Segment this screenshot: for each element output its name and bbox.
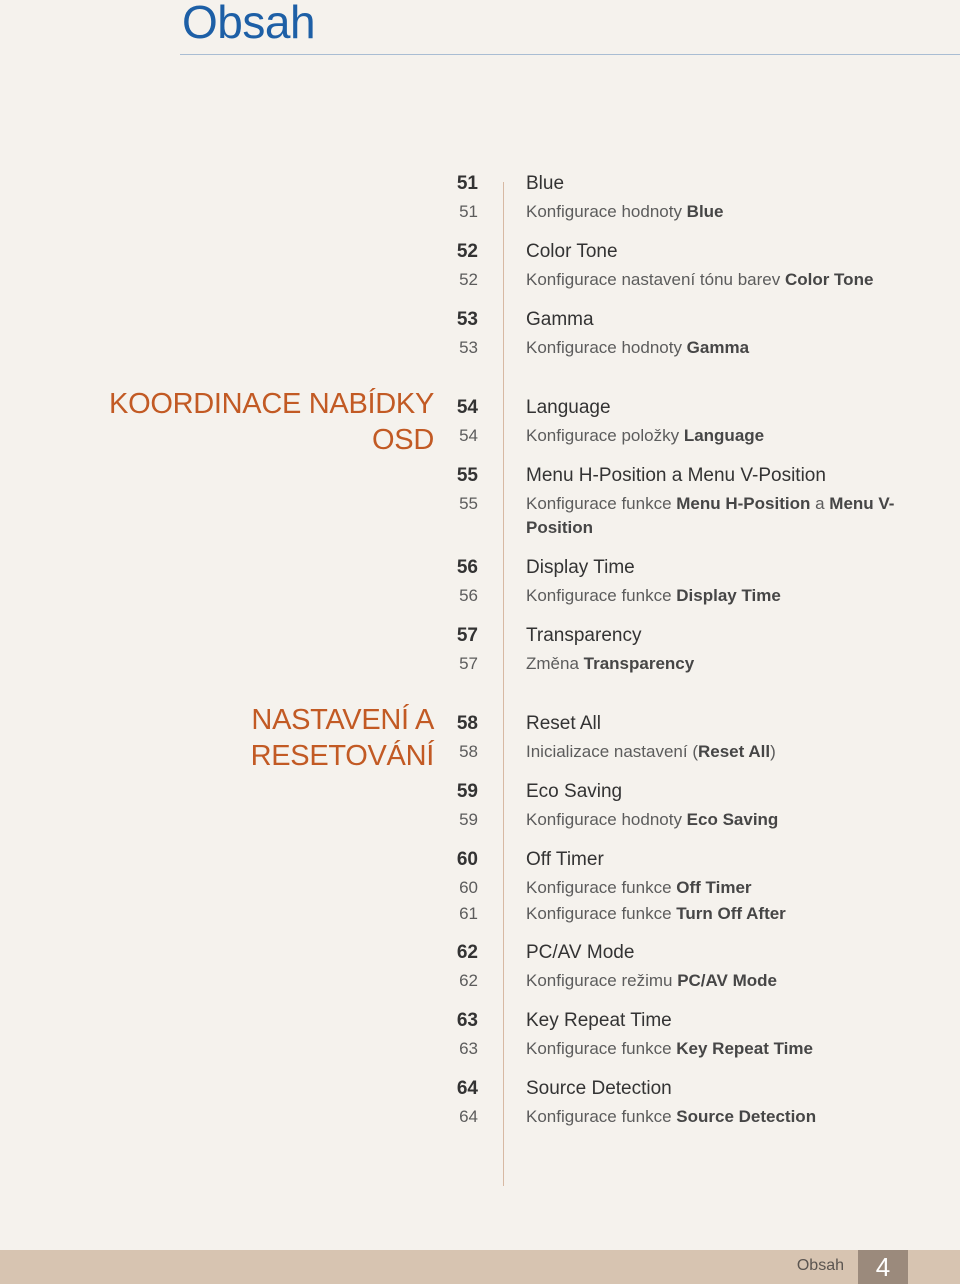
- page-ref: 60: [456, 849, 478, 870]
- section-heading-reset: [251, 702, 434, 774]
- page-ref: 52: [456, 241, 478, 262]
- toc-heading: Gamma: [526, 309, 594, 330]
- page-ref: 54: [456, 397, 478, 418]
- toc-heading: Key Repeat Time: [526, 1010, 672, 1031]
- toc-subentry: Změna Transparency: [526, 654, 695, 673]
- section-heading-line: RESETOVÁNÍ: [250, 740, 434, 772]
- toc-subentry: Konfigurace funkce Turn Off After: [526, 904, 786, 923]
- page-title: Obsah: [182, 0, 316, 48]
- page-ref: 52: [459, 270, 478, 289]
- page-ref: 54: [459, 426, 478, 445]
- toc-subentry: Inicializace nastavení (Reset All): [526, 742, 776, 761]
- toc-heading: Color Tone: [526, 241, 618, 262]
- toc-subentry: Konfigurace hodnoty Eco Saving: [526, 810, 779, 829]
- toc-subentry: Konfigurace funkce Key Repeat Time: [526, 1039, 813, 1058]
- footer-label: Obsah: [796, 1257, 844, 1274]
- page-ref: 56: [456, 557, 478, 578]
- page-ref: 59: [456, 781, 478, 802]
- toc-heading: Off Timer: [526, 849, 604, 870]
- toc-subentry: Konfigurace funkce Display Time: [526, 586, 781, 605]
- page-ref: 59: [459, 810, 478, 829]
- toc-subentry: Konfigurace hodnoty Gamma: [526, 338, 750, 357]
- page-ref: 53: [459, 338, 478, 357]
- page-ref: 62: [459, 971, 478, 990]
- toc-heading: Transparency: [526, 625, 642, 646]
- section-heading-osd: [109, 386, 434, 458]
- page-ref: 57: [456, 625, 478, 646]
- title-divider: [180, 54, 960, 55]
- toc-heading: Source Detection: [526, 1078, 672, 1099]
- page-ref: 55: [456, 465, 478, 486]
- page-ref: 63: [456, 1010, 478, 1031]
- toc-heading: Reset All: [526, 713, 601, 734]
- column-divider: [503, 182, 504, 1186]
- toc-heading: Eco Saving: [526, 781, 623, 802]
- page-ref: 55: [459, 494, 478, 513]
- toc-heading: Display Time: [526, 557, 635, 578]
- page-ref: 60: [459, 878, 478, 897]
- section-heading-line: OSD: [372, 424, 434, 456]
- page-ref: 58: [456, 713, 478, 734]
- toc-subentry: Konfigurace funkce Off Timer: [526, 878, 752, 897]
- page-ref: 51: [459, 202, 478, 221]
- page-ref: 57: [459, 654, 478, 673]
- toc-heading: Language: [526, 397, 611, 418]
- toc-subentry: Konfigurace funkce Menu H-Position a Menu V-Position: [526, 494, 895, 537]
- section-heading-line: NASTAVENÍ A: [251, 704, 434, 736]
- page-ref: 51: [456, 173, 478, 194]
- section-heading-line: KOORDINACE NABÍDKY: [109, 388, 434, 420]
- page-ref: 58: [459, 742, 478, 761]
- page-ref: 62: [456, 942, 478, 963]
- toc-subentry: Konfigurace režimu PC/AV Mode: [526, 971, 777, 990]
- toc-heading: Blue: [526, 173, 565, 194]
- toc-subentry: Konfigurace položky Language: [526, 426, 765, 445]
- page-ref: 61: [459, 904, 478, 923]
- page-ref: 56: [459, 586, 478, 605]
- page-ref: 64: [456, 1078, 478, 1099]
- toc-subentry: Konfigurace nastavení tónu barev Color Tone: [526, 270, 874, 289]
- toc-subentry: Konfigurace funkce Source Detection: [526, 1107, 817, 1126]
- toc-heading: Menu H-Position a Menu V-Position: [526, 465, 826, 486]
- page-ref: 64: [459, 1107, 478, 1126]
- page-ref: 63: [459, 1039, 478, 1058]
- page-ref: 53: [456, 309, 478, 330]
- page-number: 4: [858, 1250, 908, 1284]
- toc-subentry: Konfigurace hodnoty Blue: [526, 202, 724, 221]
- toc-heading: PC/AV Mode: [526, 942, 635, 963]
